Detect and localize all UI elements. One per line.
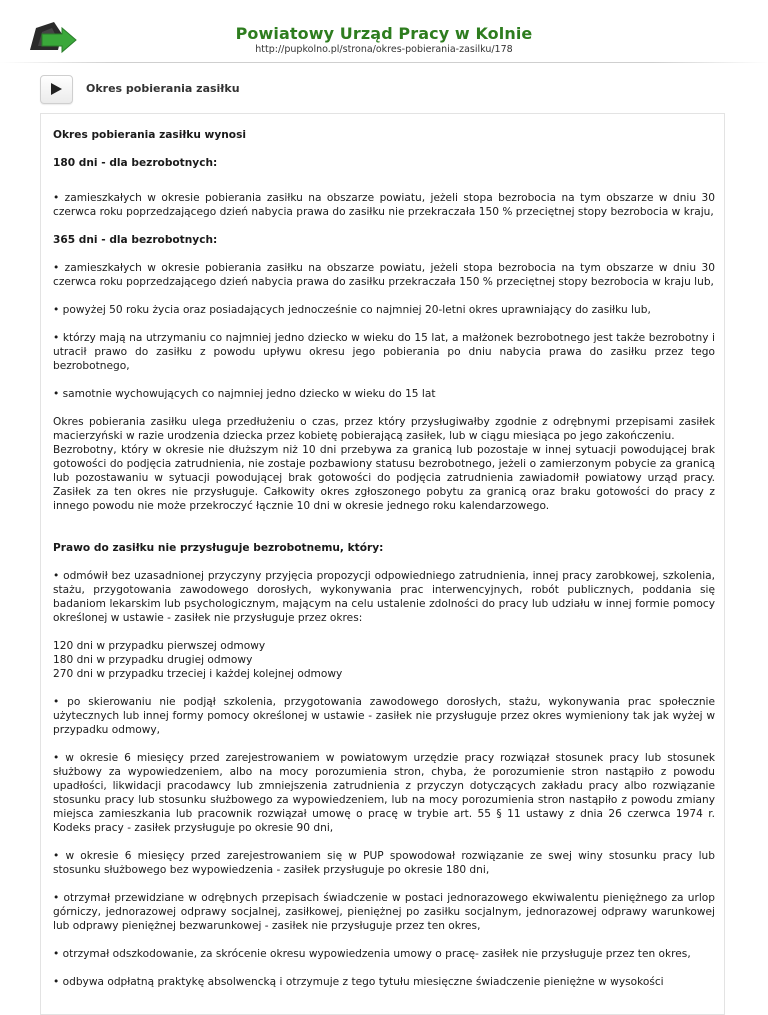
list-item: • zamieszkałych w okresie pobierania zasiłku na obszarze powiatu, jeżeli stopa bezrobocia na tym obszarze w dniu 30 czerwca roku poprzedzającego dzień nabycia prawa do zasiłku nie przekraczała 150 % przeciętnej stopy bezrobocia w kraju, bbox=[53, 192, 715, 218]
list-item: • odmówił bez uzasadnionej przyczyny przyjęcia propozycji odpowiedniego zatrudnienia, innej pracy zarobkowej, szkolenia, stażu, przygotowania zawodowego dorosłych, wykonywania prac interwencyjnych, robót publicznych, poddania się badaniom lekarskim lub psychologicznym, mającym na celu ustalenie zdolności do pracy lub udziału w innej formie pomocy określonej w ustawie - zasiłek nie przysługuje przez okres: bbox=[53, 570, 715, 624]
site-url[interactable]: http://pupkolno.pl/strona/okres-pobierania-zasilku/178 bbox=[255, 44, 513, 55]
list-item: • powyżej 50 roku życia oraz posiadających jednocześnie co najmniej 20-letni okres uprawniający do zasiłku lub, bbox=[53, 304, 651, 316]
list-item: • odbywa odpłatną praktykę absolwencką i otrzymuje z tego tytułu miesięczne świadczenie pieniężne w wysokości bbox=[53, 976, 664, 988]
list-item: • zamieszkałych w okresie pobierania zasiłku na obszarze powiatu, jeżeli stopa bezrobocia na tym obszarze w dniu 30 czerwca roku poprzedzającego dzień nabycia prawa do zasiłku przekraczała 150 % przeciętnej stopy bezrobocia w kraju lub, bbox=[53, 262, 715, 288]
list-item: • po skierowaniu nie podjął szkolenia, przygotowania zawodowego dorosłych, stażu, wykonywania prac społecznie użytecznych lub innej formy pomocy określonej w ustawie - zasiłek nie przysługuje przez okres wymieniony tak jak wyżej w przypadku odmowy, bbox=[53, 696, 715, 736]
arrow-right-icon bbox=[40, 75, 73, 104]
list-item: • otrzymał odszkodowanie, za skrócenie okresu wypowiedzenia umowy o pracę- zasiłek nie przysługuje przez ten okres, bbox=[53, 948, 691, 960]
intro-heading: Okres pobierania zasiłku wynosi bbox=[53, 129, 247, 141]
section-365-heading: 365 dni - dla bezrobotnych: bbox=[53, 234, 218, 246]
list-item: • w okresie 6 miesięcy przed zarejestrowaniem się w PUP spowodował rozwiązanie ze swej winy stosunku pracy lub stosunku służbowego bez wypowiedzenia - zasiłek przysługuje po okresie 180 dni, bbox=[53, 850, 715, 876]
page-heading: Okres pobierania zasiłku bbox=[86, 82, 240, 95]
site-title[interactable]: Powiatowy Urząd Pracy w Kolnie bbox=[235, 24, 533, 43]
refusal-period: 120 dni w przypadku pierwszej odmowy bbox=[53, 640, 266, 652]
extension-paragraph: Okres pobierania zasiłku ulega przedłużeniu o czas, przez który przysługiwałby zgodnie z odrębnymi przepisami zasiłek macierzyński w razie urodzenia dziecka przez kobietę pobierającą zasiłek, lub w ciągu miesiąca po jego zakończeniu. bbox=[53, 416, 715, 442]
site-header bbox=[0, 0, 768, 60]
section-180-heading: 180 dni - dla bezrobotnych: bbox=[53, 157, 218, 169]
list-item: • samotnie wychowujących co najmniej jedno dziecko w wieku do 15 lat bbox=[53, 388, 436, 400]
refusal-period: 180 dni w przypadku drugiej odmowy bbox=[53, 654, 253, 666]
article-content bbox=[53, 114, 715, 1003]
header-divider bbox=[0, 62, 768, 63]
list-item: • którzy mają na utrzymaniu co najmniej jedno dziecko w wieku do 15 lat, a małżonek bezrobotnego jest także bezrobotny i utracił prawo do zasiłku z powodu upływu okresu jego pobierania po dniu nabycia prawa do zasiłku przez tego bezrobotnego, bbox=[53, 332, 715, 372]
refusal-period: 270 dni w przypadku trzeciej i każdej kolejnej odmowy bbox=[53, 668, 343, 680]
refusal-periods-list bbox=[53, 639, 715, 681]
list-item: • otrzymał przewidziane w odrębnych przepisach świadczenie w postaci jednorazowego ekwiwalentu pieniężnego za urlop górniczy, jednorazowej odprawy socjalnej, zasiłkowej, pieniężnej po zasiłku socjalnym, jednorazowej odprawy warunkowej lub odprawy pieniężnej bezwarunkowej - zasiłek nie przysługuje przez ten okres, bbox=[53, 892, 715, 932]
list-item: • w okresie 6 miesięcy przed zarejestrowaniem w powiatowym urzędzie pracy rozwiązał stosunek pracy lub stosunek służbowy za wypowiedzeniem, albo na mocy porozumienia stron, chyba, że porozumienie stron nastąpiło z powodu upadłości, likwidacji pracodawcy lub zmniejszenia zatrudnienia z przyczyn dotyczących zakładu pracy albo rozwiązanie stosunku pracy lub stosunku służbowego za wypowiedzeniem, lub na mocy porozumienia stron nastąpiło z powodu zmiany miejsca zamieszkania lub pracownik rozwiązał umowę o pracę w trybie art. 55 § 11 ustawy z dnia 26 czerwca 1974 r. Kodeks pracy - zasiłek przysługuje po okresie 90 dni, bbox=[53, 752, 715, 834]
absence-paragraph: Bezrobotny, który w okresie nie dłuższym niż 10 dni przebywa za granicą lub pozostaje w innej sytuacji powodującej brak gotowości do podjęcia zatrudnienia, nie zostaje pozbawiony statusu bezrobotnego, jeżeli o zamierzonym pobycie za granicą lub pozostawaniu w sytuacji powodującej brak gotowości do podjęcia zatrudnienia zawiadomił powiatowy urząd pracy. Zasiłek za ten okres nie przysługuje. Całkowity okres zgłoszonego pobytu za granicą oraz braku gotowości do pracy z innego powodu nie może przekroczyć łącznie 10 dni w okresie jednego roku kalendarzowego. bbox=[53, 444, 715, 512]
section-no-right-heading: Prawo do zasiłku nie przysługuje bezrobotnemu, który: bbox=[53, 542, 384, 554]
